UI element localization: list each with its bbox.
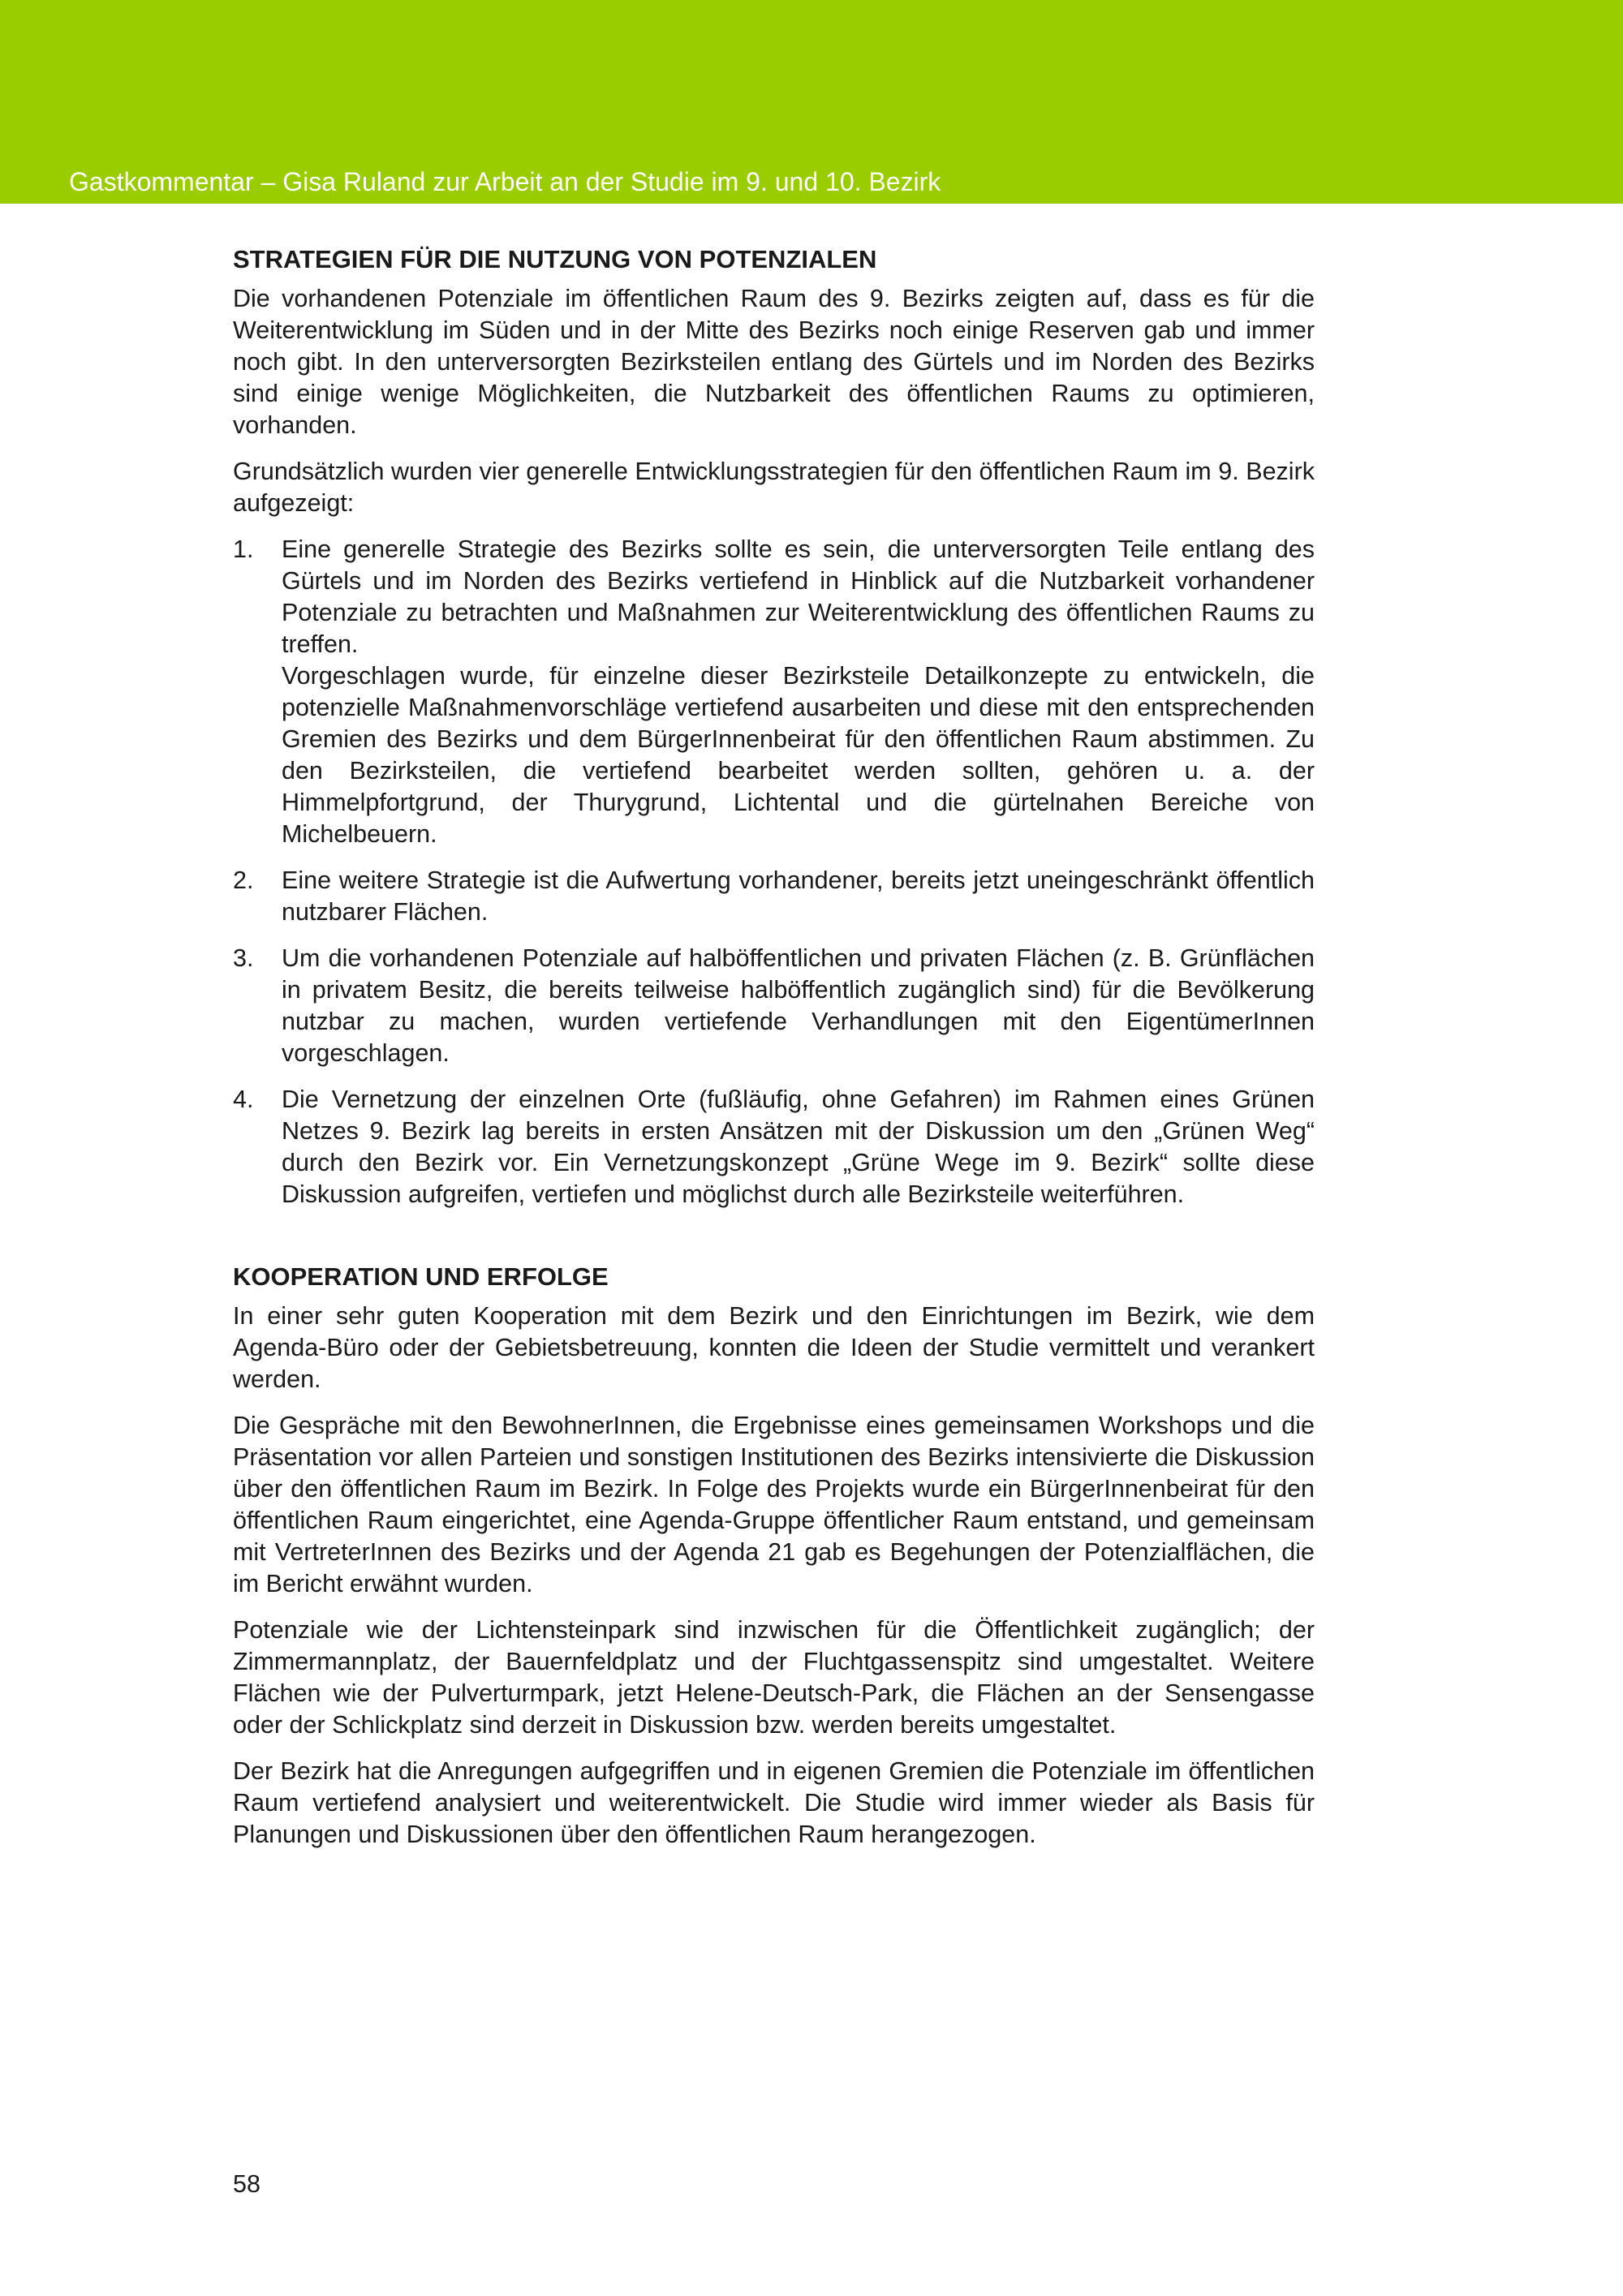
section-heading-kooperation: KOOPERATION UND ERFOLGE: [233, 1262, 609, 1291]
list-item-text: Die Vernetzung der einzelnen Orte (fußläufig, ohne Gefahren) im Rahmen eines Grünen Netzes 9. Bezirk lag bereits in ersten Ansätzen mit der Diskussion um den „Grünen Weg“ durch den Bezirk vor. Ein Vernetzungskonzept „Grüne Wege im 9. Bezirk“ sollte diese Diskussion aufgreifen, vertiefen und möglichst durch alle Bezirksteile weiterführen.: [282, 1086, 1315, 1208]
list-number: 3.: [233, 944, 254, 972]
section-heading-strategien: STRATEGIEN FÜR DIE NUTZUNG VON POTENZIALEN: [233, 245, 877, 273]
list-item: [233, 1084, 1315, 1210]
paragraph: Potenziale wie der Lichtensteinpark sind inzwischen für die Öffentlichkeit zugänglich; der Zimmermannplatz, der Bauernfeldplatz und der Fluchtgassenspitz sind umgestaltet. Weitere Flächen wie der Pulverturmpark, jetzt Helene-Deutsch-Park, die Flächen an der Sensengasse oder der Schlickplatz sind derzeit in Diskussion bzw. werden bereits umgestaltet.: [233, 1616, 1315, 1739]
paragraph: In einer sehr guten Kooperation mit dem Bezirk und den Einrichtungen im Bezirk, wie dem Agenda-Büro oder der Gebietsbetreuung, konnten die Ideen der Studie vermittelt und verankert werden.: [233, 1302, 1315, 1393]
page-body: [233, 243, 1315, 1865]
paragraph: Die vorhandenen Potenziale im öffentlichen Raum des 9. Bezirks zeigten auf, dass es für die Weiterentwicklung im Süden und in der Mitte des Bezirks noch einige Reserven gab und immer noch gibt. In den unterversorgten Bezirksteilen entlang des Gürtels und im Norden des Bezirks sind einige wenige Möglichkeiten, die Nutzbarkeit des öffentlichen Raums zu optimieren, vorhanden.: [233, 285, 1315, 439]
list-item-text: Eine weitere Strategie ist die Aufwertung vorhandener, bereits jetzt uneingeschränkt öffentlich nutzbarer Flächen.: [282, 866, 1315, 926]
list-item: [233, 943, 1315, 1069]
list-item-text: Um die vorhandenen Potenziale auf halböffentlichen und privaten Flächen (z. B. Grünflächen in privatem Besitz, die bereits teilweise halböffentlich zugänglich sind) für die Bevölkerung nutzbar zu machen, wurden vertiefende Verhandlungen mit den EigentümerInnen vorgeschlagen.: [282, 944, 1315, 1067]
paragraph: Der Bezirk hat die Anregungen aufgegriffen und in eigenen Gremien die Potenziale im öffentlichen Raum vertiefend analysiert und weiterentwickelt. Die Studie wird immer wieder als Basis für Planungen und Diskussionen über den öffentlichen Raum herangezogen.: [233, 1757, 1315, 1848]
list-item: [233, 865, 1315, 928]
paragraph: Die Gespräche mit den BewohnerInnen, die Ergebnisse eines gemeinsamen Workshops und die Präsentation vor allen Parteien und sonstigen Institutionen des Bezirks intensivierte die Diskussion über den öffentlichen Raum im Bezirk. In Folge des Projekts wurde ein BürgerInnenbeirat für den öffentlichen Raum eingerichtet, eine Agenda-Gruppe öffentlicher Raum entstand, und gemeinsam mit VertreterInnen des Bezirks und der Agenda 21 gab es Begehungen der Potenzialflächen, die im Bericht erwähnt wurden.: [233, 1412, 1315, 1597]
paragraph: Grundsätzlich wurden vier generelle Entwicklungsstrategien für den öffentlichen Raum im 9. Bezirk aufgezeigt:: [233, 458, 1315, 517]
list-item-text: Eine generelle Strategie des Bezirks sollte es sein, die unterversorgten Teile entlang des Gürtels und im Norden des Bezirks vertiefend in Hinblick auf die Nutzbarkeit vorhandener Potenziale zu betrachten und Maßnahmen zur Weiterentwicklung des öffentlichen Raums zu treffen.: [282, 535, 1315, 658]
page-number: 58: [233, 2170, 260, 2198]
list-number: 4.: [233, 1086, 254, 1113]
list-number: 2.: [233, 866, 254, 894]
running-header-title: Gastkommentar – Gisa Ruland zur Arbeit an der Studie im 9. und 10. Bezirk: [69, 167, 941, 196]
list-number: 1.: [233, 535, 254, 563]
list-item-text-continued: Vorgeschlagen wurde, für einzelne dieser Bezirksteile Detailkonzepte zu entwickeln, die potenzielle Maßnahmenvorschläge vertiefend ausarbeiten und diese mit den entsprechenden Gremien des Bezirks und dem BürgerInnenbeirat für den öffentlichen Raum abstimmen. Zu den Bezirksteilen, die vertiefend bearbeitet werden sollten, gehören u. a. der Himmelpfortgrund, der Thurygrund, Lichtental und die gürtelnahen Bereiche von Michelbeuern.: [282, 662, 1315, 848]
list-item: [233, 534, 1315, 850]
header-band: [0, 0, 1623, 204]
